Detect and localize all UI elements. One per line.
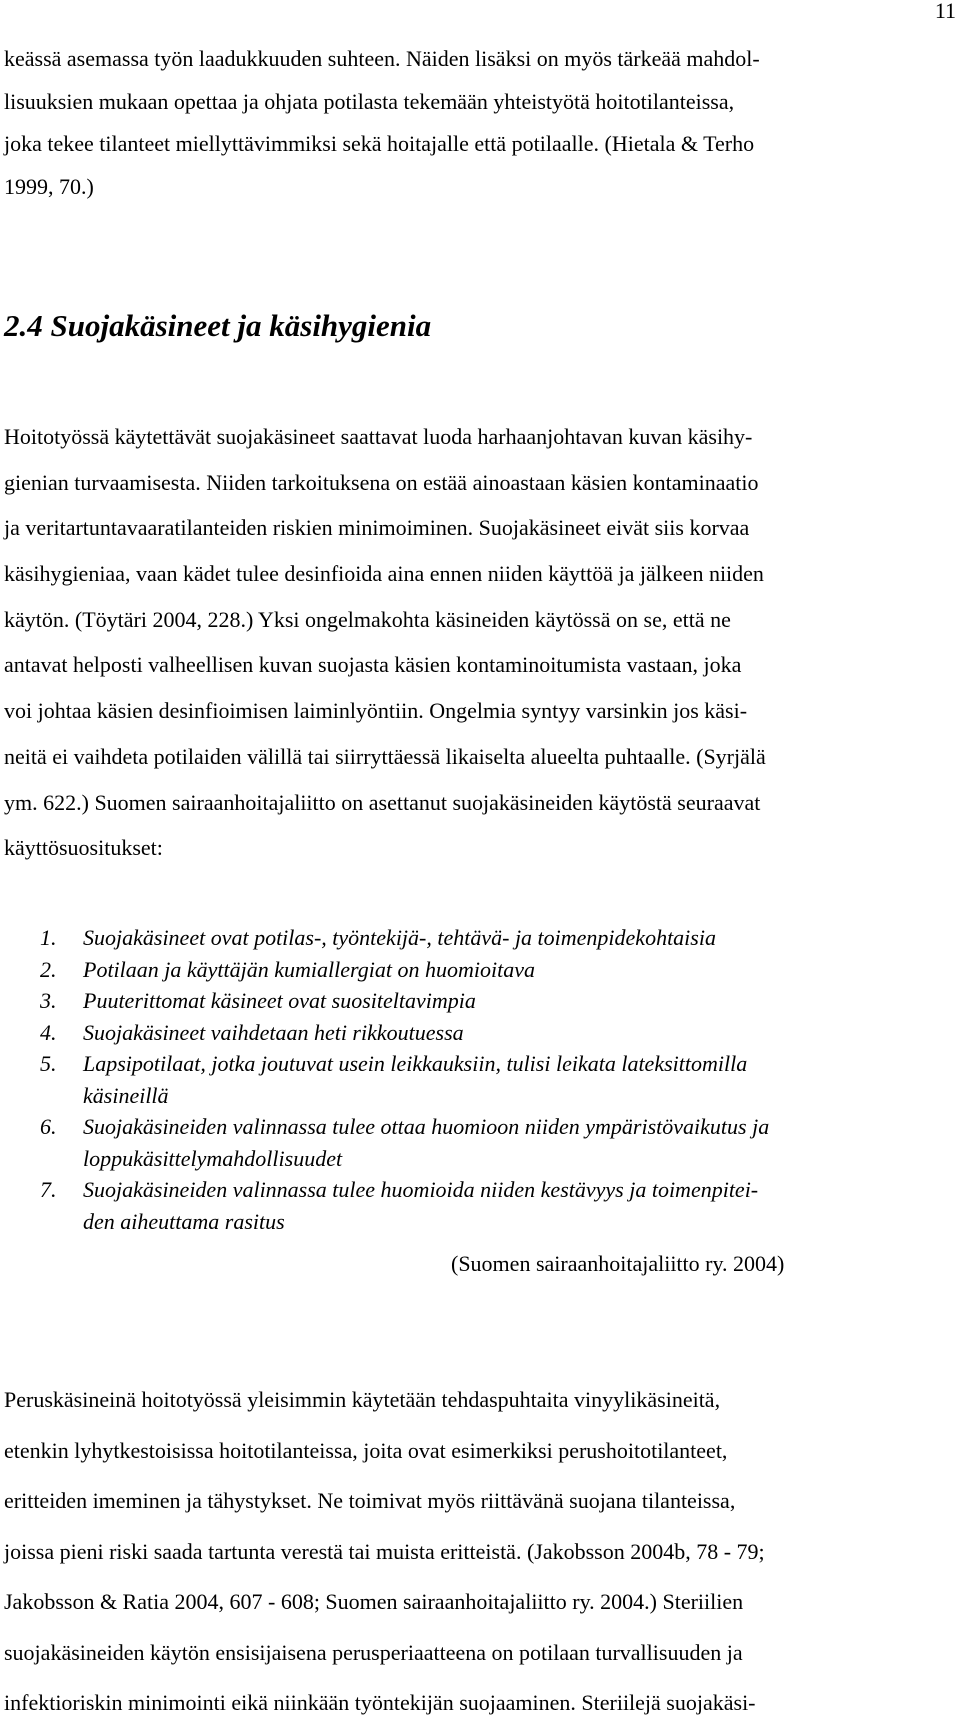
paragraph-2	[4, 414, 946, 871]
list-item-text: Suojakäsineiden valinnassa tulee ottaa huomioon niiden ympäristövaikutus ja	[83, 1114, 770, 1139]
text-line: etenkin lyhytkestoisissa hoitotilanteissa, joita ovat esimerkiksi perushoitotilanteet,	[4, 1437, 728, 1463]
list-item	[0, 1017, 769, 1049]
paragraph-1	[4, 38, 946, 208]
text-line: Hoitotyössä käytettävät suojakäsineet saattavat luoda harhaanjohtavan kuvan käsihy-	[4, 424, 753, 449]
text-line: antavat helposti valheellisen kuvan suojasta käsien kontaminoitumista vastaan, joka	[4, 652, 742, 678]
list-number: 1.	[40, 925, 57, 950]
list-number: 4.	[40, 1019, 57, 1045]
list-item-text: Suojakäsineiden valinnassa tulee huomioida niiden kestävyys ja toimenpitei-	[83, 1177, 759, 1202]
text-line: joka tekee tilanteet miellyttävimmiksi sekä hoitajalle että potilaalle. (Hietala & Terho	[4, 131, 755, 156]
list-number: 5.	[40, 1051, 57, 1076]
list-item-text: Puuterittomat käsineet ovat suositeltavimpia	[83, 988, 476, 1013]
text-line: gienian turvaamisesta. Niiden tarkoituksena on estää ainoastaan käsien kontaminaatio	[4, 469, 759, 495]
list-item-text: käsineillä	[83, 1082, 169, 1108]
page-number: 11	[934, 0, 956, 23]
text-line: käsihygieniaa, vaan kädet tulee desinfioida aina ennen niiden käyttöä ja jälkeen niiden	[4, 561, 764, 587]
paragraph-3	[4, 1375, 946, 1729]
list-item	[0, 1048, 769, 1111]
text-line: Jakobsson & Ratia 2004, 607 - 608; Suomen sairaanhoitajaliitto ry. 2004.) Steriilien	[4, 1589, 744, 1614]
list-number: 7.	[40, 1177, 57, 1202]
text-line: ym. 622.) Suomen sairaanhoitajaliitto on asettanut suojakäsineiden käytöstä seuraavat	[4, 789, 761, 815]
list-item	[0, 922, 769, 954]
list-item-text: Suojakäsineet ovat potilas-, työntekijä-, tehtävä- ja toimenpidekohtaisia	[83, 925, 716, 950]
text-line: 1999, 70.)	[4, 173, 94, 199]
list-number: 6.	[40, 1114, 57, 1139]
text-line: suojakäsineiden käytön ensisijaisena perusperiaatteena on potilaan turvallisuuden ja	[4, 1639, 743, 1665]
section-heading: 2.4 Suojakäsineet ja käsihygienia	[4, 308, 432, 343]
text-line: joissa pieni riski saada tartunta verestä tai muista eritteistä. (Jakobsson 2004b, 78 - 79;	[4, 1538, 765, 1564]
list-item-text: den aiheuttama rasitus	[83, 1208, 285, 1234]
text-line: keässä asemassa työn laadukkuuden suhteen. Näiden lisäksi on myös tärkeää mahdol-	[4, 46, 760, 71]
list-number: 2.	[40, 956, 57, 982]
recommendations-list	[0, 922, 769, 1237]
list-item	[0, 1174, 769, 1237]
text-line: eritteiden imeminen ja tähystykset. Ne toimivat myös riittävänä suojana tilanteissa,	[4, 1488, 736, 1513]
text-line: käytön. (Töytäri 2004, 228.) Yksi ongelmakohta käsineiden käytössä on se, että ne	[4, 606, 731, 632]
list-number: 3.	[40, 988, 57, 1013]
text-line: Peruskäsineinä hoitotyössä yleisimmin käytetään tehdaspuhtaita vinyylikäsineitä,	[4, 1387, 721, 1412]
list-citation: (Suomen sairaanhoitajaliitto ry. 2004)	[451, 1251, 785, 1276]
list-item	[0, 954, 769, 986]
list-item	[0, 1111, 769, 1174]
text-line: voi johtaa käsien desinfioimisen laiminlyöntiin. Ongelmia syntyy varsinkin jos käsi-	[4, 698, 748, 724]
text-line: neitä ei vaihdeta potilaiden välillä tai siirryttäessä likaiselta alueelta puhtaalle. (Syrjälä	[4, 743, 766, 769]
list-item-text: Lapsipotilaat, jotka joutuvat usein leikkauksiin, tulisi leikata lateksittomilla	[83, 1051, 748, 1076]
text-line: infektioriskin minimointi eikä niinkään työntekijän suojaaminen. Steriilejä suojakäsi-	[4, 1690, 756, 1715]
list-item-text: loppukäsittelymahdollisuudet	[83, 1145, 343, 1171]
list-item-text: Suojakäsineet vaihdetaan heti rikkoutuessa	[83, 1019, 464, 1045]
list-item	[0, 985, 769, 1017]
text-line: ja veritartuntavaaratilanteiden riskien minimoiminen. Suojakäsineet eivät siis korvaa	[4, 515, 750, 541]
text-line: käyttösuositukset:	[4, 835, 163, 861]
list-item-text: Potilaan ja käyttäjän kumiallergiat on huomioitava	[83, 956, 535, 982]
text-line: lisuuksien mukaan opettaa ja ohjata potilasta tekemään yhteistyötä hoitotilanteissa,	[4, 88, 735, 114]
